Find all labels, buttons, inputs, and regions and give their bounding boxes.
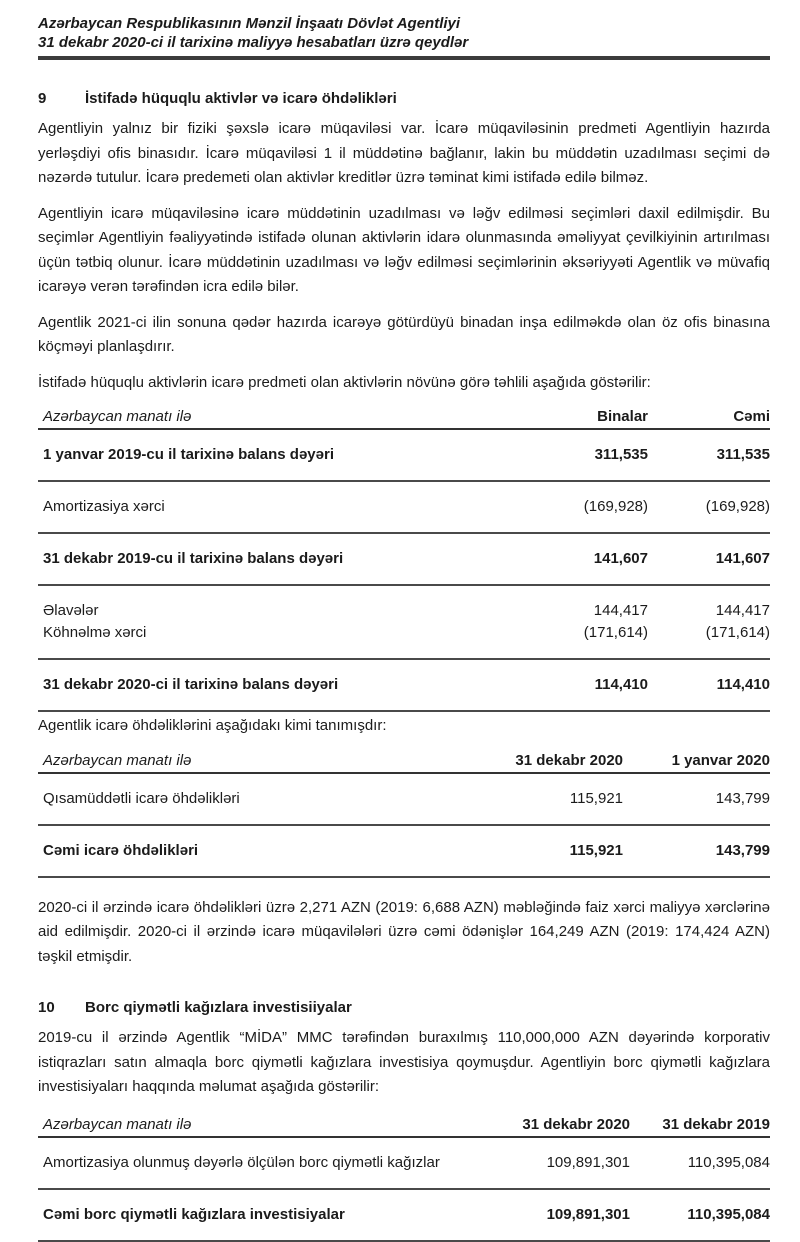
- row-value-binalar: 144,417: [593, 602, 648, 619]
- paragraph-table1-intro: İstifadə hüquqlu aktivlərin icarə predmeti olan aktivlərin növünə görə təhlili aşağıda göstərilir:: [38, 373, 651, 391]
- row-value-2019: 110,395,084: [687, 1205, 770, 1223]
- paragraph-lease-contract: Agentliyin yalnız bir fiziki şəxslə icarə müqaviləsi var. İcarə müqaviləsinin predmeti Agentliyin hazırda yerləşdiyi ofis binasıdır. İcarə müqaviləsi 1 il müddətinə bağlanır, lakin bu müddətin uzadılması seçimi də nəzərdə tutulur. İcarə predemeti olan aktivlər kreditlər üzrə təminat kimi istifadə edilə bilməz.: [38, 120, 770, 186]
- table1-header-row: [38, 406, 770, 430]
- table2-col-2020: 31 dekabr 2020: [515, 751, 623, 769]
- table-row: [38, 1190, 770, 1242]
- table-row: [38, 600, 770, 622]
- lease-liabilities-table: [38, 750, 770, 878]
- row-label: Cəmi icarə öhdəlikləri: [43, 841, 199, 859]
- right-of-use-assets-table: [38, 406, 770, 712]
- row-label: 31 dekabr 2020-ci il tarixinə balans dəyəri: [43, 676, 339, 693]
- row-value-binalar: 311,535: [594, 446, 648, 463]
- table3-currency-label: Azərbaycan manatı ilə: [43, 1115, 192, 1133]
- table-row: [38, 482, 770, 534]
- row-value-2020: 115,921: [569, 841, 623, 859]
- row-value-2019: 143,799: [715, 841, 770, 859]
- row-label: Qısamüddətli icarə öhdəlikləri: [43, 789, 240, 807]
- paragraph-debt-securities: 2019-cu il ərzində Agentlik “MİDA” MMC tərəfindən buraxılmış 110,000,000 AZN dəyərində korporativ istiqrazları satın almaqla borc qiymətli kağızlara investisiya qoymuşdur. Agentliyin borc qiymətli kağızlara investisiyaları haqqında məlumat aşağıda göstərilir:: [38, 1029, 770, 1095]
- section-10-number: 10: [38, 999, 55, 1016]
- debt-securities-table: [38, 1114, 770, 1242]
- table2-currency-label: Azərbaycan manatı ilə: [43, 751, 192, 769]
- row-label: Cəmi borc qiymətli kağızlara investisiyalar: [43, 1205, 345, 1223]
- row-value-2020: 109,891,301: [546, 1153, 630, 1171]
- row-label: Əlavələr: [43, 602, 99, 619]
- document-header: [38, 14, 770, 60]
- section-10-heading: [38, 999, 770, 1016]
- table2-header-row: [38, 750, 770, 774]
- table3-col-2020: 31 dekabr 2020: [522, 1115, 630, 1133]
- table3-header-row: [38, 1114, 770, 1138]
- paragraph-relocation-plan: Agentlik 2021-ci ilin sonuna qədər hazırda icarəyə götürdüyü binadan inşa edilməkdə olan öz ofis binasına köçməyi planlaşdırır.: [38, 313, 770, 355]
- paragraph-interest-expense: 2020-ci il ərzində icarə öhdəlikləri üzrə 2,271 AZN (2019: 6,688 AZN) məbləğində faiz xərci maliyyə xərclərinə aid edilmişdir. 2020-ci il ərzində icarə müqavilələri üzrə cəmi ödənişlər 164,249 AZN (2019: 174,424 AZN) təşkil etmişdir.: [38, 898, 770, 965]
- table-row: [38, 430, 770, 482]
- section-9-heading: [38, 90, 770, 107]
- row-value-cemi: 311,535: [716, 446, 770, 463]
- table-row: [38, 534, 770, 586]
- paragraph-liabilities-intro: Agentlik icarə öhdəliklərini aşağıdakı kimi tanımışdır:: [38, 717, 387, 734]
- table-row: [38, 1138, 770, 1190]
- row-label: Amortizasiya olunmuş dəyərlə ölçülən borc qiymətli kağızlar: [43, 1153, 440, 1171]
- section-9-number: 9: [38, 90, 47, 107]
- table1-currency-label: Azərbaycan manatı ilə: [43, 408, 192, 425]
- row-value-cemi: 141,607: [715, 550, 770, 567]
- table3-col-2019: 31 dekabr 2019: [662, 1115, 770, 1133]
- row-value-2019: 110,395,084: [687, 1153, 770, 1171]
- row-value-binalar: 114,410: [594, 676, 648, 693]
- section-9-title: İstifadə hüquqlu aktivlər və icarə öhdəlikləri: [85, 90, 397, 107]
- row-value-binalar: (171,614): [583, 624, 648, 641]
- section-10-title: Borc qiymətli kağızlara investisiiyalar: [85, 999, 352, 1016]
- table-row-group: [38, 586, 770, 660]
- row-label: 1 yanvar 2019-cu il tarixinə balans dəyəri: [43, 446, 334, 463]
- row-value-cemi: (171,614): [705, 624, 770, 641]
- row-label: Amortizasiya xərci: [43, 498, 165, 515]
- row-value-binalar: (169,928): [583, 498, 648, 515]
- table1-col-cemi: Cəmi: [733, 408, 770, 425]
- row-label: Köhnəlmə xərci: [43, 624, 147, 641]
- row-value-binalar: 141,607: [593, 550, 648, 567]
- row-label: 31 dekabr 2019-cu il tarixinə balans dəyəri: [43, 550, 344, 567]
- header-entity-name: Azərbaycan Respublikasının Mənzil İnşaatı Dövlət Agentliyi: [38, 15, 461, 32]
- row-value-2020: 115,921: [569, 789, 623, 807]
- paragraph-lease-options: Agentliyin icarə müqaviləsinə icarə müddətinin uzadılması və ləğv edilməsi seçimləri daxil edilmişdir. Bu seçimlər Agentliyin fəaliyyətində istifadə olunan aktivlərin idarə olunmasında əməliyyat çevilkiyinin artırılması üçün tətbiq olunur. İcarə müddətinin uzadılması və ləğv edilməsi seçimlərinin əksəriyyəti Agentlik və müvafiq icarəyə verən tərəfindən icra edilə bilər.: [38, 204, 770, 295]
- table-row: [38, 622, 770, 644]
- table-row: [38, 660, 770, 712]
- table-row: [38, 774, 770, 826]
- table-row: [38, 826, 770, 878]
- row-value-cemi: 114,410: [716, 676, 770, 693]
- table1-col-binalar: Binalar: [597, 408, 648, 425]
- row-value-cemi: (169,928): [705, 498, 770, 515]
- row-value-2019: 143,799: [715, 789, 770, 807]
- row-value-2020: 109,891,301: [546, 1205, 630, 1223]
- grouped-rows: [38, 600, 770, 644]
- row-value-cemi: 144,417: [715, 602, 770, 619]
- table2-col-2019: 1 yanvar 2020: [671, 751, 770, 769]
- header-report-title: 31 dekabr 2020-ci il tarixinə maliyyə hesabatları üzrə qeydlər: [38, 34, 469, 51]
